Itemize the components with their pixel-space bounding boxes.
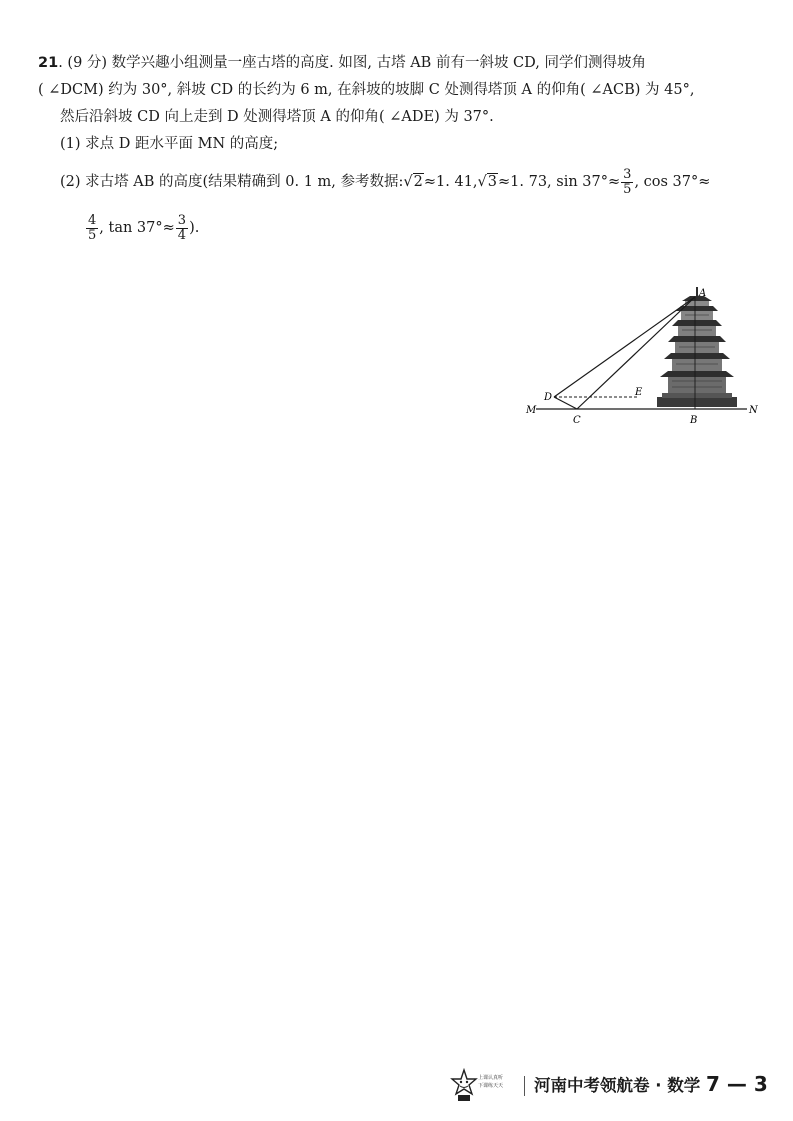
footer-title: 河南中考领航卷 · 数学 7 — 3 (534, 1072, 768, 1096)
sin-fraction: $\frac{3}{5}$ (623, 166, 632, 197)
problem-text-3: 然后沿斜坡 CD 向上走到 D 处测得塔顶 A 的仰角( ∠ADE) 为 37°. (60, 109, 494, 125)
cos-fraction: $\frac{4}{5}$ (88, 212, 97, 243)
footer-divider (524, 1076, 525, 1096)
sub-question-2-continued (38, 208, 758, 248)
label-b: B (690, 415, 698, 426)
sub-question-1 (38, 131, 758, 158)
label-a: A (699, 288, 707, 299)
line-dc (554, 397, 577, 409)
star-mascot-logo (450, 1068, 478, 1104)
problem-line-3 (38, 104, 758, 131)
label-n: N (749, 405, 758, 416)
label-d: D (544, 392, 553, 403)
label-e: E (635, 387, 643, 398)
pagoda-diagram (522, 285, 762, 430)
label-m: M (526, 405, 537, 416)
slogan: 上课认真听 下课练天天 (478, 1075, 504, 1089)
label-c: C (573, 415, 581, 426)
tan-fraction: $\frac{3}{4}$ (177, 212, 187, 243)
page-footer (450, 1068, 768, 1104)
sub-question-2 (38, 162, 758, 202)
question-number: 21 (38, 55, 59, 71)
problem-text-2: ( ∠DCM) 约为 30°, 斜坡 CD 的长约为 6 m, 在斜坡的坡脚 C 处测得塔顶 A 的仰角( ∠ACB) 为 45°, (38, 82, 695, 98)
approx-141: ≈1. 41, (423, 174, 478, 190)
pagoda-illustration (657, 287, 737, 407)
sqrt-2: √2 (403, 174, 423, 190)
sqrt-3: √3 (477, 174, 498, 190)
sub-question-1-text: (1) 求点 D 距水平面 MN 的高度; (60, 136, 279, 152)
page-number: 7 — 3 (706, 1072, 768, 1096)
end-text: ). (189, 220, 200, 236)
sub-question-2-text: (2) 求古塔 AB 的高度(结果精确到 0. 1 m, 参考数据: (60, 174, 404, 190)
problem-text-1: . (9 分) 数学兴趣小组测量一座古塔的高度. 如图, 古塔 AB 前有一斜坡 CD, 同学们测得坡角 (58, 55, 646, 71)
problem-line-1 (38, 50, 758, 77)
approx-173: ≈1. 73, sin 37°≈ (498, 174, 621, 190)
cos-text: , cos 37°≈ (634, 174, 711, 190)
problem-line-2 (38, 77, 758, 104)
problem-21 (38, 50, 758, 248)
tan-text: , tan 37°≈ (99, 220, 175, 236)
